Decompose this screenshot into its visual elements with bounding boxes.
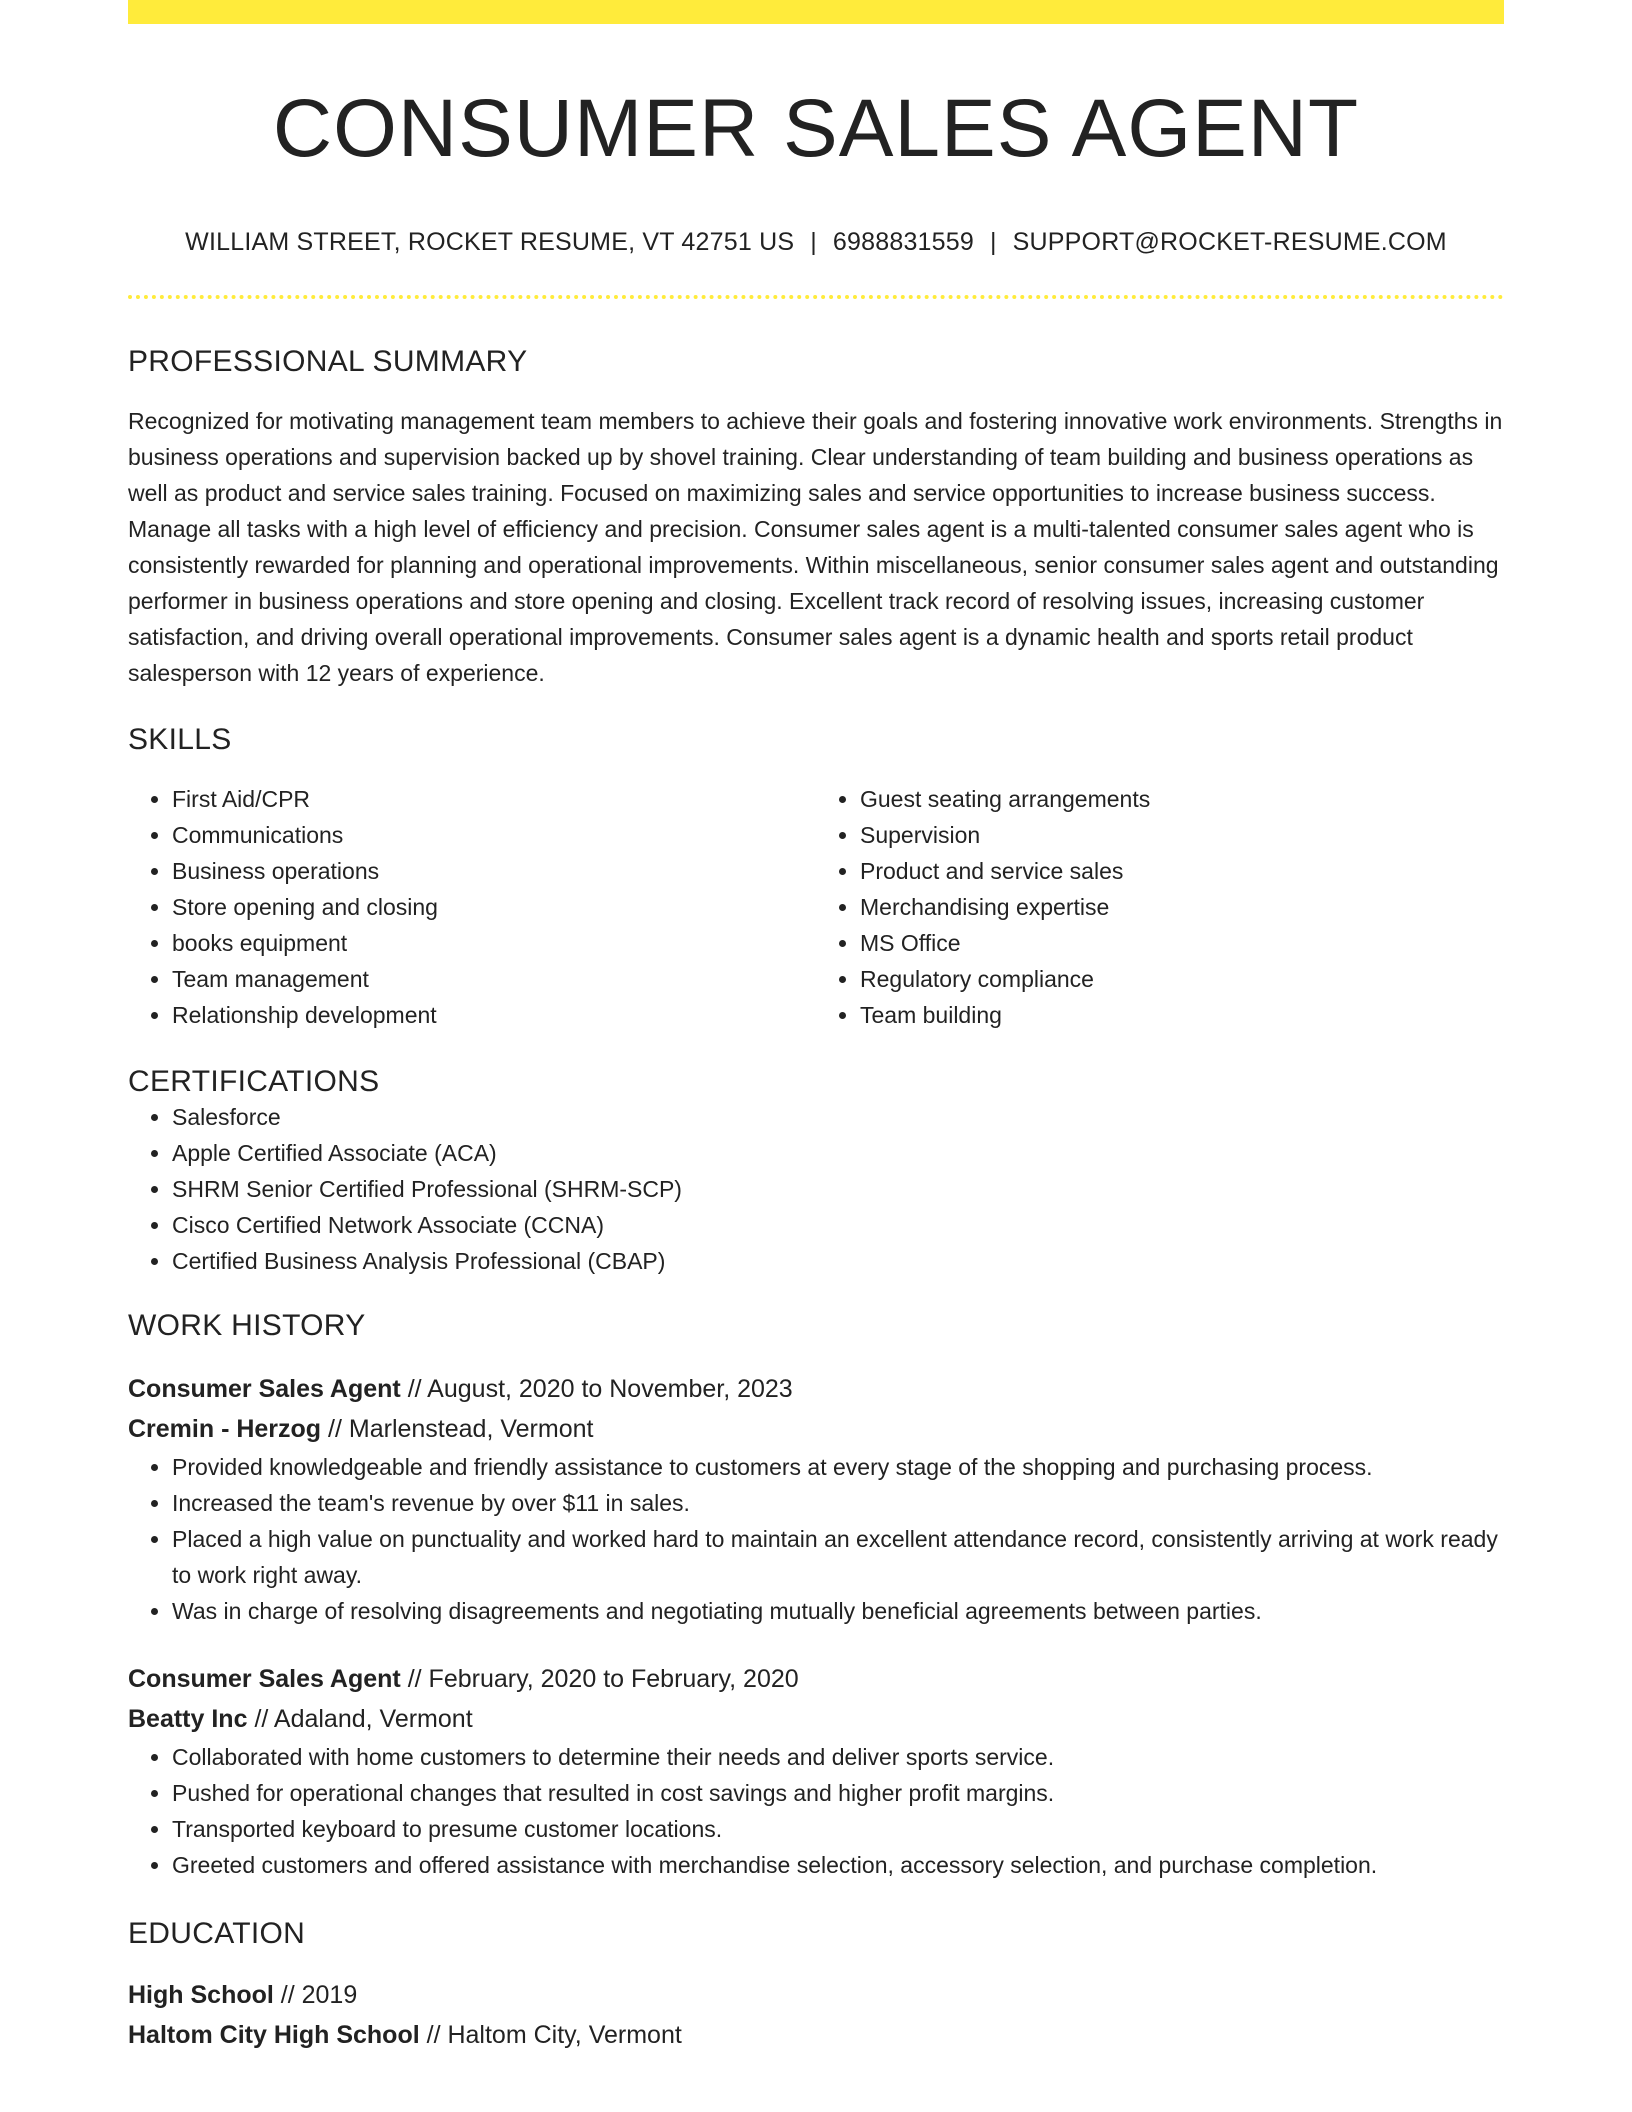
- job-location: // Marlenstead, Vermont: [328, 1415, 594, 1444]
- page-title: CONSUMER SALES AGENT: [272, 83, 1360, 174]
- job-role: Consumer Sales Agent: [128, 1375, 401, 1404]
- job-bullet: • Placed a high value on punctuality and worked hard to maintain an excellent attendance record, consistently arriving at work ready to work right away.: [172, 1521, 1504, 1593]
- skill-item: • Product and service sales: [860, 853, 1504, 889]
- education-school-line: [128, 2015, 1504, 2055]
- education-heading: EDUCATION: [128, 1917, 306, 1951]
- certification-item: • Apple Certified Associate (ACA): [172, 1135, 1504, 1171]
- job-company-line: [128, 1699, 1504, 1739]
- job-dates: // February, 2020 to February, 2020: [407, 1665, 799, 1694]
- email-text: SUPPORT@ROCKET-RESUME.COM: [1012, 228, 1447, 257]
- skill-item: • First Aid/CPR: [172, 781, 816, 817]
- job-role: Consumer Sales Agent: [128, 1665, 401, 1694]
- summary-paragraph: Recognized for motivating management team members to achieve their goals and fostering innovative work environments. Strengths in business operations and supervision backed up by shovel training. Clear understanding of team building and business operations as well as product and service sales training. Focused on maximizing sales and service opportunities to increase business success. Manage all tasks with a high level of efficiency and precision. Consumer sales agent is a multi-talented consumer sales agent who is consistently rewarded for planning and operational improvements. Within miscellaneous, senior consumer sales agent and outstanding performer in business operations and store opening and closing. Excellent track record of resolving issues, increasing customer satisfaction, and driving overall operational improvements. Consumer sales agent is a dynamic health and sports retail product salesperson with 12 years of experience.: [128, 408, 1503, 687]
- skill-item: • Supervision: [860, 817, 1504, 853]
- contact-separator: |: [810, 228, 817, 257]
- education-degree: High School: [128, 1981, 274, 2010]
- skill-item: • Regulatory compliance: [860, 961, 1504, 997]
- job-bullet: • Collaborated with home customers to determine their needs and deliver sports service.: [172, 1739, 1504, 1775]
- skills-grid: [128, 781, 1504, 1033]
- header-divider: [128, 295, 1504, 299]
- summary-heading: PROFESSIONAL SUMMARY: [128, 345, 528, 379]
- skill-item: • Guest seating arrangements: [860, 781, 1504, 817]
- job-bullet: • Was in charge of resolving disagreements and negotiating mutually beneficial agreements between parties.: [172, 1593, 1504, 1629]
- certification-item: • Salesforce: [172, 1099, 1504, 1135]
- certification-item: • SHRM Senior Certified Professional (SHRM-SCP): [172, 1171, 1504, 1207]
- job-location: // Adaland, Vermont: [254, 1705, 473, 1734]
- skill-item: • Merchandising expertise: [860, 889, 1504, 925]
- skill-item: • Relationship development: [172, 997, 816, 1033]
- job-role-line: [128, 1659, 1504, 1699]
- certifications-heading: CERTIFICATIONS: [128, 1065, 380, 1099]
- education-entry: [128, 1975, 1504, 2055]
- job-role-line: [128, 1369, 1504, 1409]
- education-degree-line: [128, 1975, 1504, 2015]
- work-history-heading: WORK HISTORY: [128, 1309, 366, 1343]
- education-location: // Haltom City, Vermont: [426, 2021, 682, 2050]
- address-text: WILLIAM STREET, ROCKET RESUME, VT 42751 US: [185, 228, 795, 257]
- contact-separator: |: [989, 228, 997, 257]
- skill-item: • Communications: [172, 817, 816, 853]
- skill-item: • Team management: [172, 961, 816, 997]
- skills-list-right: [816, 781, 1504, 1033]
- education-year: // 2019: [280, 1981, 358, 2010]
- education-school: Haltom City High School: [128, 2021, 420, 2050]
- job-bullet: • Greeted customers and offered assistance with merchandise selection, accessory selection, and purchase completion.: [172, 1847, 1504, 1883]
- phone-text: 6988831559: [832, 228, 974, 257]
- skill-item: • Business operations: [172, 853, 816, 889]
- skills-list-left: [128, 781, 816, 1033]
- certification-item: • Cisco Certified Network Associate (CCNA): [172, 1207, 1504, 1243]
- job-bullets: [128, 1449, 1504, 1629]
- job-bullet: • Provided knowledgeable and friendly assistance to customers at every stage of the shopping and purchasing process.: [172, 1449, 1504, 1485]
- job-company-line: [128, 1409, 1504, 1449]
- job-company: Beatty Inc: [128, 1705, 248, 1734]
- skill-item: • books equipment: [172, 925, 816, 961]
- job-entry: [128, 1659, 1504, 1883]
- job-company: Cremin - Herzog: [128, 1415, 322, 1444]
- skill-item: • Store opening and closing: [172, 889, 816, 925]
- resume-page: [128, 0, 1504, 2055]
- contact-line: [128, 228, 1504, 257]
- certification-item: • Certified Business Analysis Professional (CBAP): [172, 1243, 1504, 1279]
- job-entry: [128, 1369, 1504, 1629]
- job-bullet: • Transported keyboard to presume customer locations.: [172, 1811, 1504, 1847]
- skill-item: • MS Office: [860, 925, 1504, 961]
- certifications-list: [128, 1099, 1504, 1279]
- job-bullets: [128, 1739, 1504, 1883]
- skills-heading: SKILLS: [128, 723, 232, 757]
- job-bullet: • Pushed for operational changes that resulted in cost savings and higher profit margins.: [172, 1775, 1504, 1811]
- skill-item: • Team building: [860, 997, 1504, 1033]
- top-accent-bar: [128, 0, 1504, 24]
- job-dates: // August, 2020 to November, 2023: [407, 1375, 793, 1404]
- job-bullet: • Increased the team's revenue by over $11 in sales.: [172, 1485, 1504, 1521]
